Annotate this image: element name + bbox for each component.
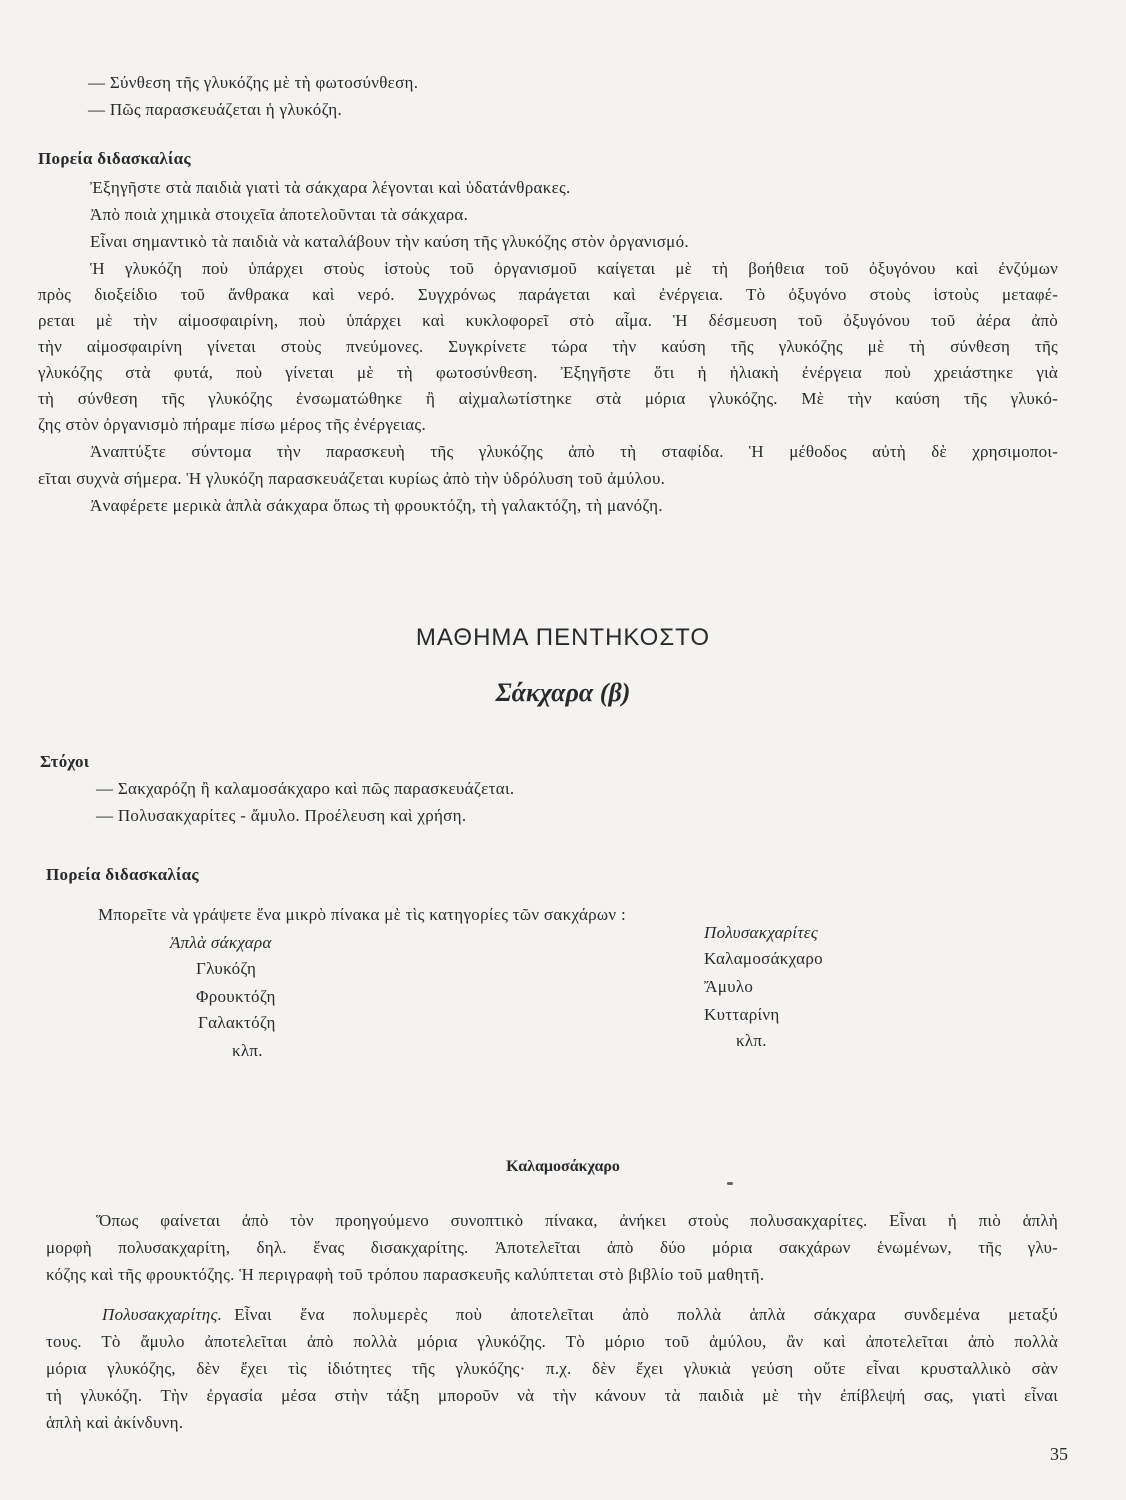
table-right-item: κλπ.: [736, 1031, 767, 1050]
paragraph-line: Εἶναι σημαντικὸ τὰ παιδιὰ νὰ καταλάβουν τὴν καύση τῆς γλυκόζης στὸν ὀργανισμό.: [90, 232, 689, 251]
table-left-header: Ἁπλὰ σάκχαρα: [170, 933, 272, 952]
top-list-item: — Πῶς παρασκευάζεται ἡ γλυκόζη.: [88, 100, 343, 119]
goal-item: — Πολυσακχαρίτες - ἄμυλο. Προέλευση καὶ χρήση.: [96, 806, 467, 825]
paragraph-line: μόρια γλυκόζης, δὲν ἔχει τὶς ἰδιότητες τῆς γλυκόζης· π.χ. δὲν ἔχει γλυκιὰ γεύση οὔτε εἶναι κρυσταλλικὸ σὰν: [46, 1359, 1058, 1378]
table-right-item: Κυτταρίνη: [704, 1005, 780, 1024]
top-list-item: — Σύνθεση τῆς γλυκόζης μὲ τὴ φωτοσύνθεση.: [88, 73, 419, 92]
paragraph-line: τὴν αἱμοσφαιρίνη γίνεται στοὺς πνεύμονες. Συγκρίνετε τώρα τὴν καύση τῆς γλυκόζης μὲ τὴ σύνθεση τῆς: [38, 337, 1058, 356]
paragraph-line: Ἀναπτύξτε σύντομα τὴν παρασκευὴ τῆς γλυκόζης ἀπὸ τὴ σταφίδα. Ἡ μέθοδος αὐτὴ δὲ χρησιμοποι-: [90, 442, 1058, 461]
paragraph-line: Ὅπως φαίνεται ἀπὸ τὸν προηγούμενο συνοπτικὸ πίνακα, ἀνήκει στοὺς πολυσακχαρίτες. Εἶναι ἡ πιὸ ἁπλὴ: [96, 1211, 1058, 1230]
paragraph-line: πρὸς διοξείδιο τοῦ ἄνθρακα καὶ νερό. Συγχρόνως παράγεται καὶ ἐνέργεια. Τὸ ὀξυγόνο στοὺς ἱστοὺς μεταφέ-: [38, 285, 1058, 304]
paragraph-line: ζης στὸν ὀργανισμὸ πήραμε πίσω μέρος τῆς ἐνέργειας.: [38, 415, 426, 434]
table-right-item: Καλαμοσάκχαρο: [704, 949, 823, 968]
paragraph-line: γλυκόζης στὰ φυτά, ποὺ γίνεται μὲ τὴ φωτοσύνθεση. Ἐξηγῆστε ὅτι ἡ ἡλιακὴ ἐνέργεια ποὺ χρειάστηκε γιὰ: [38, 363, 1058, 382]
paragraph-line: τὴ σύνθεση τῆς γλυκόζης ἐνσωματώθηκε ἢ αἰχμαλωτίστηκε στὰ μόρια γλυκόζης. Μὲ τὴν καύση τῆς γλυκό-: [38, 389, 1058, 408]
paragraph-line: τὴ γλυκόζη. Τὴν ἐργασία μέσα στὴν τάξη μποροῦν νὰ τὴν κάνουν τὰ παιδιὰ μὲ τὴν ἐπίβλεψή σας, γιατὶ εἶναι: [46, 1386, 1058, 1405]
subsection-heading: Καλαμοσάκχαρο: [506, 1158, 620, 1175]
paragraph-line: ἁπλὴ καὶ ἀκίνδυνη.: [46, 1413, 184, 1432]
paragraph-line: Ἀναφέρετε μερικὰ ἁπλὰ σάκχαρα ὅπως τὴ φρουκτόζη, τὴ γαλακτόζη, τὴ μανόζη.: [90, 496, 663, 515]
lesson-subtitle: Σάκχαρα (β): [495, 678, 631, 707]
paragraph-line: τους. Τὸ ἄμυλο ἀποτελεῖται ἀπὸ πολλὰ μόρια γλυκόζης. Τὸ μόριο τοῦ ἀμύλου, ἂν καὶ ἀποτελεῖται ἀπὸ πολλὰ: [46, 1332, 1058, 1351]
table-intro: Μπορεῖτε νὰ γράψετε ἕνα μικρὸ πίνακα μὲ τὶς κατηγορίες τῶν σακχάρων :: [98, 905, 626, 924]
decorative-dot: [727, 1182, 733, 1185]
table-left-item: Γαλακτόζη: [198, 1013, 276, 1032]
term-definition: Εἶναι ἕνα πολυμερὲς ποὺ ἀποτελεῖται ἀπὸ πολλὰ ἁπλὰ σάκχαρα συνδεμένα μεταξύ: [234, 1305, 1058, 1324]
paragraph-line: μορφὴ πολυσακχαρίτη, δηλ. ἕνας δισακχαρίτης. Ἀποτελεῖται ἀπὸ δύο μόρια σακχάρων ἑνωμένων, τῆς γλυ-: [46, 1238, 1058, 1257]
table-right-item: Ἄμυλο: [704, 977, 754, 996]
lesson-title: ΜΑΘΗΜΑ ΠΕΝΤΗΚΟΣΤΟ: [415, 624, 711, 651]
section-heading: Πορεία διδασκαλίας: [38, 149, 191, 168]
paragraph-line: Ἀπὸ ποιὰ χημικὰ στοιχεῖα ἀποτελοῦνται τὰ σάκχαρα.: [90, 205, 469, 224]
goal-item: — Σακχαρόζη ἢ καλαμοσάκχαρο καὶ πῶς παρασκευάζεται.: [96, 779, 515, 798]
table-left-item: κλπ.: [232, 1041, 263, 1060]
table-left-item: Γλυκόζη: [196, 959, 257, 978]
paragraph-line: [102, 1304, 1058, 1326]
section-heading: Πορεία διδασκαλίας: [46, 865, 199, 884]
paragraph-line: εῖται συχνὰ σήμερα. Ἡ γλυκόζη παρασκευάζεται κυρίως ἀπὸ τὴν ὑδρόλυση τοῦ ἀμύλου.: [38, 469, 666, 488]
page-number: 35: [1050, 1444, 1068, 1464]
paragraph-line: ρεται μὲ τὴν αἱμοσφαιρίνη, ποὺ ὑπάρχει καὶ κυκλοφορεῖ στὸ αἷμα. Ἡ δέσμευση τοῦ ὀξυγόνου τοῦ ἀέρα ἀπὸ: [38, 311, 1058, 330]
paragraph-line: κόζης καὶ τῆς φρουκτόζης. Ἡ περιγραφὴ τοῦ τρόπου παρασκευῆς καλύπτεται στὸ βιβλίο τοῦ μαθητῆ.: [46, 1265, 765, 1284]
paragraph-line: Ἐξηγῆστε στὰ παιδιὰ γιατὶ τὰ σάκχαρα λέγονται καὶ ὑδατάνθρακες.: [90, 178, 571, 197]
table-left-item: Φρουκτόζη: [196, 987, 276, 1006]
goals-heading: Στόχοι: [40, 752, 90, 771]
term-polysaccharide: Πολυσακχαρίτης.: [102, 1305, 223, 1324]
table-right-header: Πολυσακχαρίτες: [704, 923, 818, 942]
paragraph-line: Ἡ γλυκόζη ποὺ ὑπάρχει στοὺς ἱστοὺς τοῦ ὀργανισμοῦ καίγεται μὲ τὴ βοήθεια τοῦ ὀξυγόνου καὶ ἐνζύμων: [90, 259, 1058, 278]
